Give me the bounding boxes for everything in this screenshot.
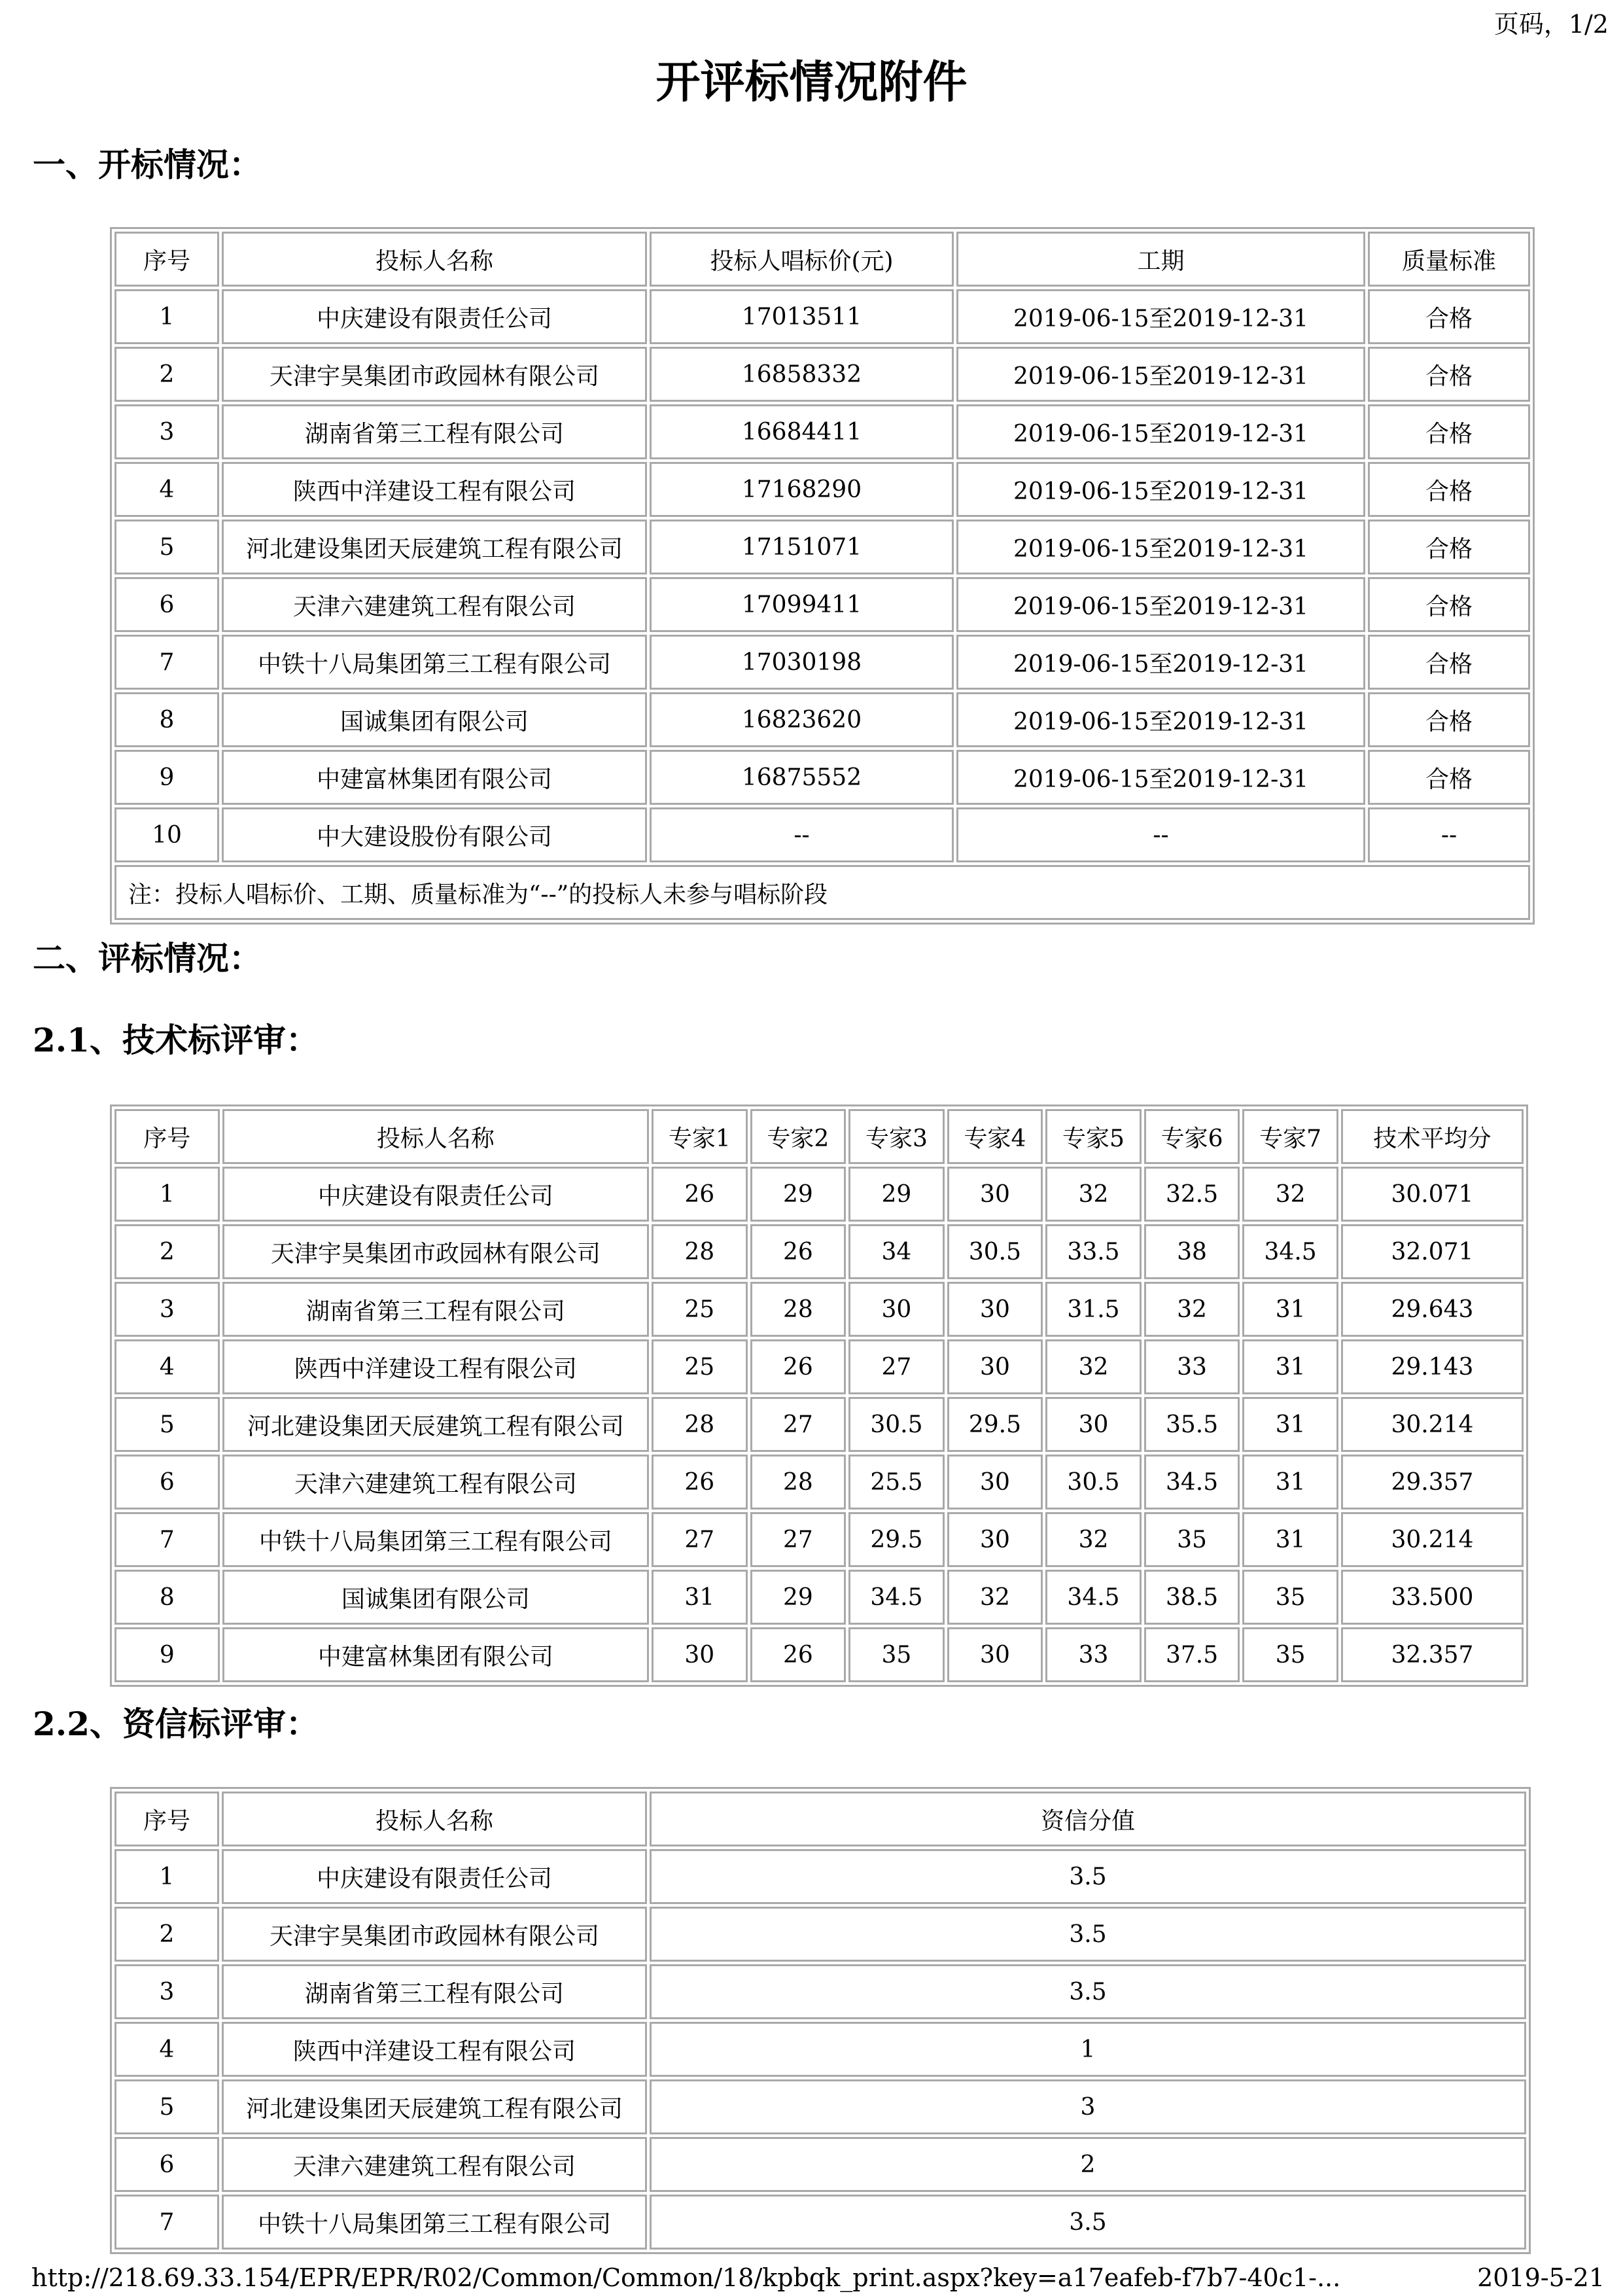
table-cell: 27	[848, 1339, 945, 1394]
table-cell: 7	[114, 1512, 220, 1567]
table-row	[114, 1907, 1526, 1962]
table-note: 注：投标人唱标价、工期、质量标准为“--”的投标人未参与唱标阶段	[114, 865, 1530, 920]
credit-review-heading: 2.2、资信标评审：	[33, 1704, 319, 1743]
table-cell: 中庆建设有限责任公司	[222, 1849, 647, 1904]
table-cell: 34	[848, 1224, 945, 1279]
table-row	[114, 1964, 1526, 2019]
table-cell: 5	[114, 1397, 220, 1452]
column-header: 投标人名称	[222, 1792, 647, 1846]
column-header: 序号	[114, 232, 219, 287]
footer-url: http://218.69.33.154/EPR/EPR/R02/Common/Common/18/kpbqk_print.aspx?key=a17eafeb-f7b7-40c1-...	[31, 2263, 1341, 2292]
table-row	[114, 2079, 1526, 2134]
table-cell: 30	[947, 1339, 1043, 1394]
table-cell: --	[956, 807, 1365, 862]
table-cell: 32	[1144, 1282, 1240, 1337]
table-cell: 31	[1242, 1397, 1338, 1452]
column-header: 专家1	[652, 1109, 748, 1164]
table-row	[114, 1167, 1524, 1222]
table-cell: 合格	[1368, 577, 1530, 632]
table-cell: 3	[114, 1282, 220, 1337]
table-cell: 27	[750, 1512, 846, 1567]
table-cell: 17013511	[650, 289, 954, 344]
table-cell: 32.357	[1341, 1627, 1524, 1682]
table-row	[114, 1282, 1524, 1337]
table-cell: 16858332	[650, 347, 954, 402]
table-cell: 天津六建建筑工程有限公司	[222, 577, 647, 632]
table-cell: 30.214	[1341, 1512, 1524, 1567]
table-row	[114, 347, 1530, 402]
column-header: 序号	[114, 1109, 220, 1164]
table-cell: 2019-06-15至2019-12-31	[956, 577, 1365, 632]
table-cell: 5	[114, 520, 219, 574]
table-cell: 1	[650, 2022, 1526, 2077]
table-cell: 2019-06-15至2019-12-31	[956, 520, 1365, 574]
table-cell: 2019-06-15至2019-12-31	[956, 750, 1365, 805]
column-header: 专家4	[947, 1109, 1043, 1164]
table-cell: 16823620	[650, 692, 954, 747]
table-cell: 陕西中洋建设工程有限公司	[222, 2022, 647, 2077]
table-row	[114, 2022, 1526, 2077]
header-row	[114, 1792, 1526, 1846]
column-header: 专家3	[848, 1109, 945, 1164]
technical-review-heading: 2.1、技术标评审：	[33, 1021, 319, 1059]
table-cell: 3.5	[650, 2195, 1526, 2250]
column-header: 工期	[956, 232, 1365, 287]
table-row	[114, 577, 1530, 632]
table-cell: 3	[114, 404, 219, 459]
bid-opening-table	[110, 227, 1535, 925]
table-cell: 35	[1242, 1570, 1338, 1625]
table-cell: 2019-06-15至2019-12-31	[956, 635, 1365, 690]
column-header: 资信分值	[650, 1792, 1526, 1846]
table-cell: --	[1368, 807, 1530, 862]
table-cell: 32.5	[1144, 1167, 1240, 1222]
table-cell: 26	[750, 1339, 846, 1394]
table-row	[114, 1627, 1524, 1682]
column-header: 专家2	[750, 1109, 846, 1164]
table-cell: 合格	[1368, 289, 1530, 344]
table-cell: 17151071	[650, 520, 954, 574]
table-cell: 29.5	[947, 1397, 1043, 1452]
table-cell: 25	[652, 1339, 748, 1394]
table-cell: 30	[947, 1282, 1043, 1337]
table-cell: 32.071	[1341, 1224, 1524, 1279]
table-row	[114, 1397, 1524, 1452]
table-cell: 29.5	[848, 1512, 945, 1567]
table-cell: 合格	[1368, 462, 1530, 517]
header-row	[114, 1109, 1524, 1164]
document-title: 开评标情况附件	[655, 56, 968, 109]
table-cell: 29	[848, 1167, 945, 1222]
table-cell: 合格	[1368, 635, 1530, 690]
table-cell: 28	[750, 1282, 846, 1337]
table-cell: 6	[114, 1455, 220, 1510]
table-cell: 30	[947, 1627, 1043, 1682]
column-header: 技术平均分	[1341, 1109, 1524, 1164]
table-row	[114, 692, 1530, 747]
table-cell: 28	[652, 1397, 748, 1452]
table-cell: 30.5	[947, 1224, 1043, 1279]
credit-review-table	[110, 1787, 1531, 2254]
table-row	[114, 1339, 1524, 1394]
table-cell: 31	[1242, 1512, 1338, 1567]
table-row	[114, 2137, 1526, 2192]
table-cell: 中庆建设有限责任公司	[222, 1167, 649, 1222]
table-cell: 32	[1045, 1512, 1142, 1567]
table-cell: 29	[750, 1167, 846, 1222]
table-cell: 33	[1045, 1627, 1142, 1682]
table-cell: 湖南省第三工程有限公司	[222, 404, 647, 459]
table-cell: 28	[750, 1455, 846, 1510]
table-cell: 4	[114, 1339, 220, 1394]
column-header: 序号	[114, 1792, 219, 1846]
table-cell: 2	[114, 1907, 219, 1962]
table-cell: 2019-06-15至2019-12-31	[956, 462, 1365, 517]
table-cell: 26	[750, 1224, 846, 1279]
footer-date: 2019-5-21	[1477, 2263, 1605, 2292]
column-header: 投标人名称	[222, 232, 647, 287]
table-cell: 中建富林集团有限公司	[222, 1627, 649, 1682]
table-cell: 天津六建建筑工程有限公司	[222, 2137, 647, 2192]
table-cell: 30	[1045, 1397, 1142, 1452]
table-row	[114, 807, 1530, 862]
table-row	[114, 1455, 1524, 1510]
table-row	[114, 1512, 1524, 1567]
table-cell: 28	[652, 1224, 748, 1279]
table-cell: 26	[652, 1455, 748, 1510]
table-cell: 河北建设集团天辰建筑工程有限公司	[222, 520, 647, 574]
table-cell: 7	[114, 635, 219, 690]
table-cell: 2019-06-15至2019-12-31	[956, 404, 1365, 459]
table-cell: 34.5	[1144, 1455, 1240, 1510]
table-cell: 30.214	[1341, 1397, 1524, 1452]
table-cell: --	[650, 807, 954, 862]
table-cell: 中铁十八局集团第三工程有限公司	[222, 635, 647, 690]
column-header: 投标人名称	[222, 1109, 649, 1164]
table-row	[114, 1570, 1524, 1625]
table-cell: 31	[1242, 1339, 1338, 1394]
table-cell: 35	[1242, 1627, 1338, 1682]
table-cell: 合格	[1368, 347, 1530, 402]
technical-review-table	[110, 1104, 1528, 1687]
table-cell: 陕西中洋建设工程有限公司	[222, 462, 647, 517]
table-cell: 2	[114, 347, 219, 402]
table-cell: 6	[114, 577, 219, 632]
column-header: 质量标准	[1368, 232, 1530, 287]
table-cell: 陕西中洋建设工程有限公司	[222, 1339, 649, 1394]
table-row	[114, 520, 1530, 574]
table-cell: 33.500	[1341, 1570, 1524, 1625]
table-cell: 合格	[1368, 692, 1530, 747]
table-cell: 2019-06-15至2019-12-31	[956, 289, 1365, 344]
table-cell: 32	[1045, 1339, 1142, 1394]
table-cell: 天津宇昊集团市政园林有限公司	[222, 347, 647, 402]
table-cell: 河北建设集团天辰建筑工程有限公司	[222, 2079, 647, 2134]
table-cell: 29.143	[1341, 1339, 1524, 1394]
table-cell: 天津六建建筑工程有限公司	[222, 1455, 649, 1510]
table-row	[114, 635, 1530, 690]
table-row	[114, 750, 1530, 805]
table-cell: 30	[848, 1282, 945, 1337]
table-cell: 26	[750, 1627, 846, 1682]
table-cell: 32	[1242, 1167, 1338, 1222]
table-cell: 10	[114, 807, 219, 862]
table-cell: 38	[1144, 1224, 1240, 1279]
table-cell: 3	[114, 1964, 219, 2019]
table-cell: 中铁十八局集团第三工程有限公司	[222, 1512, 649, 1567]
table-cell: 中建富林集团有限公司	[222, 750, 647, 805]
table-cell: 9	[114, 750, 219, 805]
table-cell: 3.5	[650, 1964, 1526, 2019]
column-header: 投标人唱标价(元)	[650, 232, 954, 287]
table-cell: 29	[750, 1570, 846, 1625]
table-cell: 天津宇昊集团市政园林有限公司	[222, 1907, 647, 1962]
table-cell: 25.5	[848, 1455, 945, 1510]
table-cell: 29.643	[1341, 1282, 1524, 1337]
table-cell: 34.5	[1242, 1224, 1338, 1279]
table-cell: 3	[650, 2079, 1526, 2134]
table-cell: 32	[947, 1570, 1043, 1625]
column-header: 专家6	[1144, 1109, 1240, 1164]
table-cell: 30	[947, 1512, 1043, 1567]
table-row	[114, 1849, 1526, 1904]
table-cell: 35	[1144, 1512, 1240, 1567]
table-cell: 34.5	[848, 1570, 945, 1625]
table-cell: 25	[652, 1282, 748, 1337]
table-cell: 38.5	[1144, 1570, 1240, 1625]
table-cell: 8	[114, 692, 219, 747]
table-cell: 3.5	[650, 1849, 1526, 1904]
table-cell: 3.5	[650, 1907, 1526, 1962]
table-cell: 4	[114, 462, 219, 517]
table-row	[114, 462, 1530, 517]
table-cell: 32	[1045, 1167, 1142, 1222]
column-header: 专家7	[1242, 1109, 1338, 1164]
table-cell: 29.357	[1341, 1455, 1524, 1510]
table-cell: 27	[652, 1512, 748, 1567]
table-cell: 17168290	[650, 462, 954, 517]
table-cell: 2	[114, 1224, 220, 1279]
table-cell: 国诚集团有限公司	[222, 1570, 649, 1625]
table-cell: 2019-06-15至2019-12-31	[956, 692, 1365, 747]
table-cell: 16684411	[650, 404, 954, 459]
table-row	[114, 1224, 1524, 1279]
table-cell: 33	[1144, 1339, 1240, 1394]
note-row	[114, 865, 1530, 920]
section-1-heading: 一、开标情况：	[33, 145, 262, 184]
table-cell: 16875552	[650, 750, 954, 805]
table-cell: 33.5	[1045, 1224, 1142, 1279]
table-cell: 9	[114, 1627, 220, 1682]
table-cell: 中庆建设有限责任公司	[222, 289, 647, 344]
table-row	[114, 2195, 1526, 2250]
table-cell: 中大建设股份有限公司	[222, 807, 647, 862]
table-cell: 合格	[1368, 404, 1530, 459]
table-cell: 8	[114, 1570, 220, 1625]
table-cell: 1	[114, 289, 219, 344]
table-cell: 4	[114, 2022, 219, 2077]
table-cell: 17030198	[650, 635, 954, 690]
table-row	[114, 404, 1530, 459]
table-cell: 31	[1242, 1455, 1338, 1510]
table-cell: 国诚集团有限公司	[222, 692, 647, 747]
table-cell: 1	[114, 1849, 219, 1904]
table-cell: 湖南省第三工程有限公司	[222, 1282, 649, 1337]
table-cell: 17099411	[650, 577, 954, 632]
header-row	[114, 232, 1530, 287]
table-cell: 30	[947, 1167, 1043, 1222]
table-cell: 27	[750, 1397, 846, 1452]
table-cell: 35	[848, 1627, 945, 1682]
table-cell: 中铁十八局集团第三工程有限公司	[222, 2195, 647, 2250]
table-cell: 30.5	[848, 1397, 945, 1452]
table-cell: 31	[1242, 1282, 1338, 1337]
table-cell: 37.5	[1144, 1627, 1240, 1682]
table-cell: 6	[114, 2137, 219, 2192]
table-cell: 30	[947, 1455, 1043, 1510]
table-cell: 7	[114, 2195, 219, 2250]
table-cell: 35.5	[1144, 1397, 1240, 1452]
table-row	[114, 289, 1530, 344]
table-cell: 2019-06-15至2019-12-31	[956, 347, 1365, 402]
table-cell: 2	[650, 2137, 1526, 2192]
page-number: 页码，1/2	[1493, 10, 1609, 39]
table-cell: 1	[114, 1167, 220, 1222]
table-cell: 31	[652, 1570, 748, 1625]
table-cell: 合格	[1368, 750, 1530, 805]
table-cell: 30.5	[1045, 1455, 1142, 1510]
table-cell: 30.071	[1341, 1167, 1524, 1222]
table-cell: 34.5	[1045, 1570, 1142, 1625]
table-cell: 31.5	[1045, 1282, 1142, 1337]
table-cell: 5	[114, 2079, 219, 2134]
table-cell: 合格	[1368, 520, 1530, 574]
table-cell: 天津宇昊集团市政园林有限公司	[222, 1224, 649, 1279]
table-cell: 河北建设集团天辰建筑工程有限公司	[222, 1397, 649, 1452]
table-cell: 30	[652, 1627, 748, 1682]
section-2-heading: 二、评标情况：	[33, 939, 262, 978]
table-cell: 26	[652, 1167, 748, 1222]
column-header: 专家5	[1045, 1109, 1142, 1164]
table-cell: 湖南省第三工程有限公司	[222, 1964, 647, 2019]
